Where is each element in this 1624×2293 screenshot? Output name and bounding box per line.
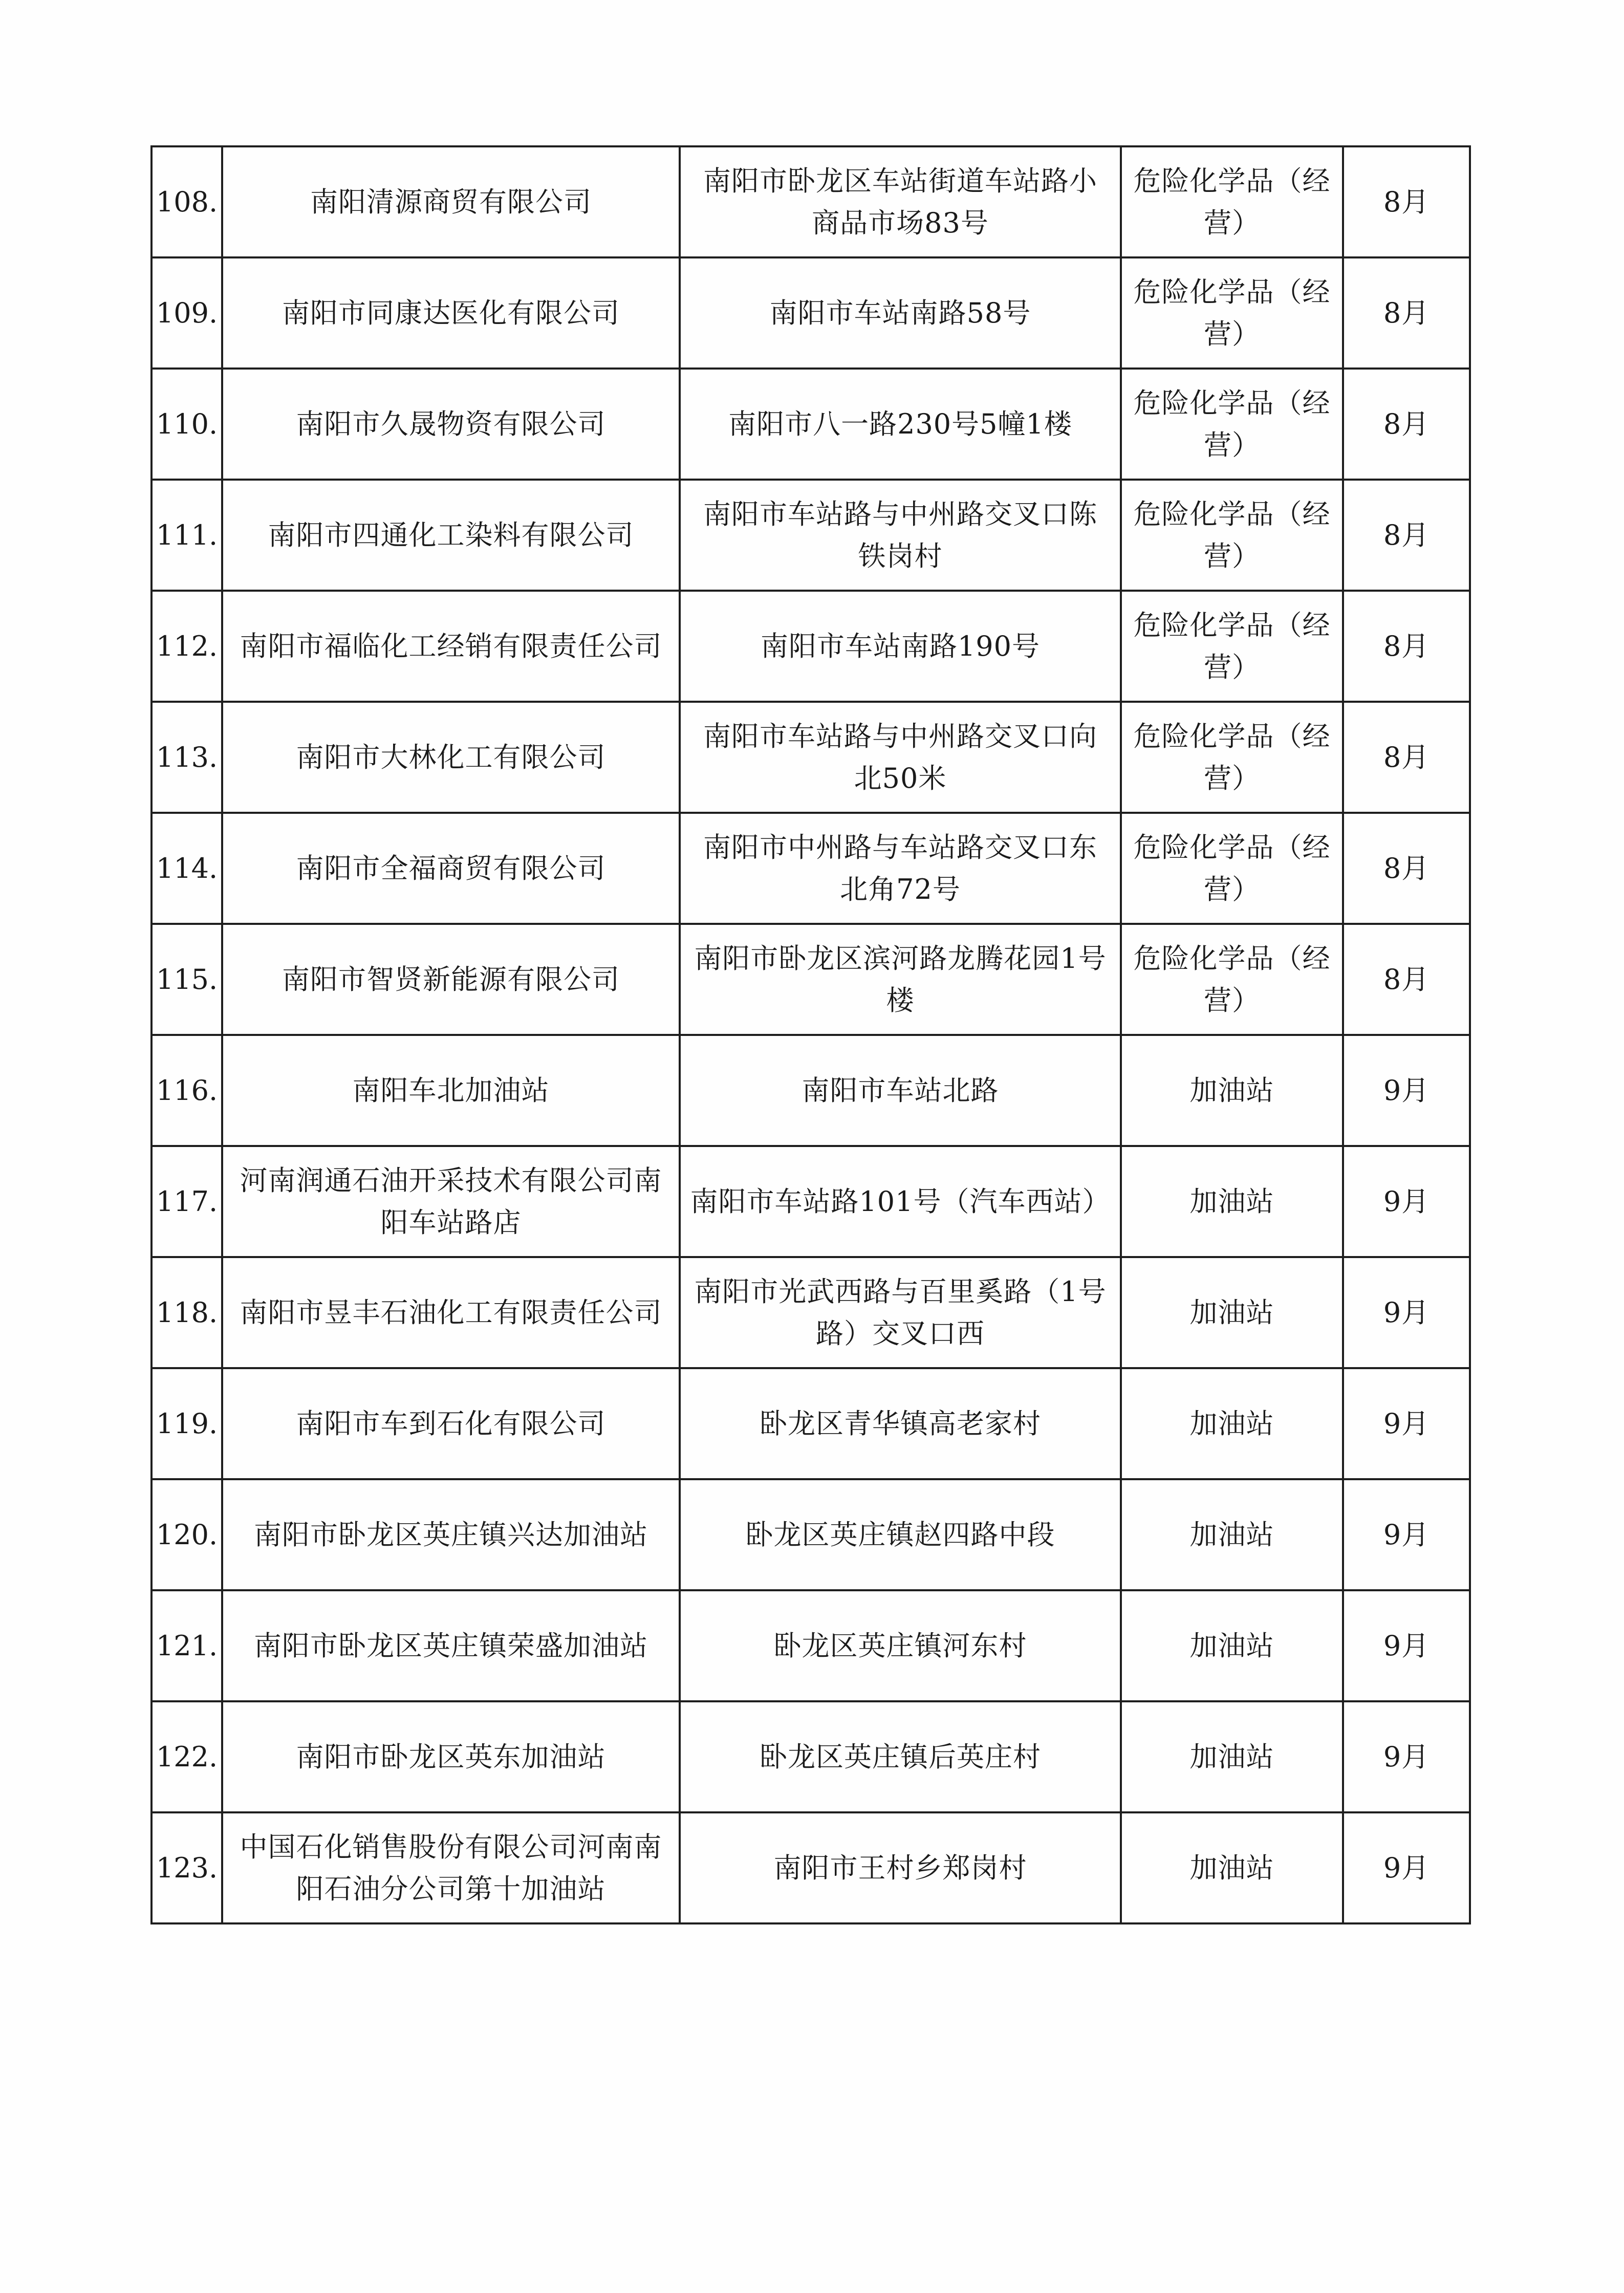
company-name: 南阳市卧龙区英庄镇荣盛加油站 <box>254 1629 648 1662</box>
business-type-cell <box>1121 1146 1343 1257</box>
inspection-month: 8月 <box>1383 963 1430 996</box>
row-number-cell <box>151 257 222 369</box>
company-name-cell <box>222 924 680 1035</box>
business-type: 危险化学品（经营） <box>1133 942 1331 1016</box>
business-type-cell <box>1121 1590 1343 1701</box>
company-name-cell <box>222 591 680 702</box>
row-number: 109. <box>156 296 218 329</box>
row-number-cell <box>151 1257 222 1368</box>
row-number: 123. <box>156 1851 218 1884</box>
row-number: 108. <box>156 185 218 218</box>
row-number: 112. <box>156 630 218 662</box>
business-type: 危险化学品（经营） <box>1133 609 1331 683</box>
business-type-cell <box>1121 813 1343 924</box>
business-type: 危险化学品（经营） <box>1133 275 1331 350</box>
row-number: 119. <box>156 1407 218 1440</box>
company-address-cell <box>680 369 1121 480</box>
company-address-cell <box>680 702 1121 813</box>
company-address: 南阳市中州路与车站路交叉口东北角72号 <box>703 831 1097 905</box>
table-row <box>151 1035 1470 1146</box>
business-type-cell <box>1121 702 1343 813</box>
inspection-month: 9月 <box>1383 1074 1430 1107</box>
business-type: 加油站 <box>1189 1296 1274 1329</box>
inspection-month-cell <box>1343 813 1470 924</box>
inspection-month: 8月 <box>1383 741 1430 773</box>
inspection-schedule-table <box>150 145 1471 1924</box>
table-row <box>151 257 1470 369</box>
inspection-month-cell <box>1343 1146 1470 1257</box>
company-name: 南阳市智贤新能源有限公司 <box>282 963 620 996</box>
table-row <box>151 1146 1470 1257</box>
row-number-cell <box>151 1812 222 1923</box>
row-number-cell <box>151 1590 222 1701</box>
company-address-cell <box>680 480 1121 591</box>
inspection-month-cell <box>1343 1368 1470 1479</box>
company-name: 南阳市昱丰石油化工有限责任公司 <box>240 1296 662 1329</box>
business-type: 加油站 <box>1189 1629 1274 1662</box>
table-row <box>151 1812 1470 1923</box>
company-name-cell <box>222 1035 680 1146</box>
company-address: 南阳市卧龙区车站街道车站路小商品市场83号 <box>703 164 1097 239</box>
company-name: 南阳车北加油站 <box>352 1074 550 1107</box>
company-address-cell <box>680 1701 1121 1812</box>
inspection-month-cell <box>1343 924 1470 1035</box>
company-address-cell <box>680 1368 1121 1479</box>
business-type: 加油站 <box>1189 1740 1274 1773</box>
inspection-month: 9月 <box>1383 1185 1430 1218</box>
company-name: 南阳清源商贸有限公司 <box>310 185 592 218</box>
inspection-month: 9月 <box>1383 1407 1430 1440</box>
table-row <box>151 1590 1470 1701</box>
table-row <box>151 480 1470 591</box>
table-row <box>151 1479 1470 1590</box>
row-number-cell <box>151 369 222 480</box>
business-type-cell <box>1121 480 1343 591</box>
company-address-cell <box>680 591 1121 702</box>
company-name: 河南润通石油开采技术有限公司南阳车站路店 <box>240 1164 662 1239</box>
company-name-cell <box>222 813 680 924</box>
inspection-month: 8月 <box>1383 630 1430 662</box>
row-number: 121. <box>156 1629 218 1662</box>
business-type-cell <box>1121 1035 1343 1146</box>
company-name-cell <box>222 480 680 591</box>
business-type-cell <box>1121 369 1343 480</box>
company-address: 南阳市车站南路190号 <box>760 630 1041 662</box>
business-type-cell <box>1121 146 1343 257</box>
company-address: 卧龙区英庄镇后英庄村 <box>760 1740 1041 1773</box>
company-address-cell <box>680 1479 1121 1590</box>
row-number-cell <box>151 1479 222 1590</box>
table-row <box>151 1701 1470 1812</box>
business-type-cell <box>1121 1257 1343 1368</box>
business-type: 加油站 <box>1189 1851 1274 1884</box>
company-name-cell <box>222 1590 680 1701</box>
company-name-cell <box>222 1146 680 1257</box>
table-row <box>151 1257 1470 1368</box>
company-address: 南阳市光武西路与百里奚路（1号路）交叉口西 <box>694 1275 1107 1350</box>
row-number-cell <box>151 702 222 813</box>
inspection-month: 9月 <box>1383 1296 1430 1329</box>
business-type-cell <box>1121 1701 1343 1812</box>
company-address: 卧龙区英庄镇赵四路中段 <box>745 1518 1055 1551</box>
company-name-cell <box>222 702 680 813</box>
row-number-cell <box>151 1035 222 1146</box>
company-address: 南阳市车站路与中州路交叉口陈铁岗村 <box>703 497 1097 572</box>
business-type-cell <box>1121 257 1343 369</box>
company-name: 南阳市大林化工有限公司 <box>296 741 606 773</box>
company-address-cell <box>680 1146 1121 1257</box>
table-row <box>151 1368 1470 1479</box>
company-address-cell <box>680 1590 1121 1701</box>
company-address: 南阳市车站路与中州路交叉口向北50米 <box>703 720 1097 794</box>
inspection-month: 8月 <box>1383 407 1430 440</box>
inspection-month: 9月 <box>1383 1629 1430 1662</box>
company-address: 南阳市卧龙区滨河路龙腾花园1号楼 <box>694 942 1107 1016</box>
row-number-cell <box>151 1146 222 1257</box>
inspection-month: 8月 <box>1383 852 1430 884</box>
table-row <box>151 369 1470 480</box>
company-address: 卧龙区青华镇高老家村 <box>760 1407 1041 1440</box>
inspection-month-cell <box>1343 257 1470 369</box>
business-type-cell <box>1121 924 1343 1035</box>
business-type-cell <box>1121 591 1343 702</box>
row-number: 122. <box>156 1740 218 1773</box>
row-number-cell <box>151 1368 222 1479</box>
row-number-cell <box>151 591 222 702</box>
company-address-cell <box>680 1035 1121 1146</box>
business-type-cell <box>1121 1479 1343 1590</box>
business-type: 危险化学品（经营） <box>1133 720 1331 794</box>
company-name: 南阳市卧龙区英庄镇兴达加油站 <box>254 1518 648 1551</box>
business-type: 加油站 <box>1189 1074 1274 1107</box>
company-name-cell <box>222 1701 680 1812</box>
row-number-cell <box>151 924 222 1035</box>
company-name: 南阳市卧龙区英东加油站 <box>296 1740 606 1773</box>
company-name: 南阳市福临化工经销有限责任公司 <box>240 630 662 662</box>
inspection-month-cell <box>1343 146 1470 257</box>
company-name-cell <box>222 369 680 480</box>
business-type-cell <box>1121 1812 1343 1923</box>
row-number: 117. <box>156 1185 218 1218</box>
business-type: 加油站 <box>1189 1518 1274 1551</box>
table-row <box>151 813 1470 924</box>
inspection-month-cell <box>1343 1257 1470 1368</box>
inspection-month: 8月 <box>1383 185 1430 218</box>
company-name: 南阳市同康达医化有限公司 <box>282 296 620 329</box>
row-number: 111. <box>156 518 218 551</box>
company-address: 南阳市八一路230号5幢1楼 <box>728 407 1072 440</box>
row-number: 120. <box>156 1518 218 1551</box>
inspection-month-cell <box>1343 591 1470 702</box>
company-address: 南阳市车站北路 <box>802 1074 999 1107</box>
business-type: 加油站 <box>1189 1185 1274 1218</box>
company-address-cell <box>680 146 1121 257</box>
table-row <box>151 702 1470 813</box>
company-name-cell <box>222 257 680 369</box>
inspection-month: 8月 <box>1383 296 1430 329</box>
row-number-cell <box>151 1701 222 1812</box>
company-name-cell <box>222 1812 680 1923</box>
company-name-cell <box>222 146 680 257</box>
company-name-cell <box>222 1368 680 1479</box>
company-address: 南阳市车站路101号（汽车西站） <box>690 1185 1111 1218</box>
company-address-cell <box>680 1257 1121 1368</box>
company-name: 南阳市车到石化有限公司 <box>296 1407 606 1440</box>
company-name-cell <box>222 1479 680 1590</box>
row-number: 113. <box>156 741 218 773</box>
company-address-cell <box>680 813 1121 924</box>
company-name: 南阳市四通化工染料有限公司 <box>268 518 634 551</box>
business-type: 危险化学品（经营） <box>1133 831 1331 905</box>
row-number: 115. <box>156 963 218 996</box>
company-address: 卧龙区英庄镇河东村 <box>773 1629 1027 1662</box>
company-address: 南阳市王村乡郑岗村 <box>773 1851 1027 1884</box>
inspection-month-cell <box>1343 1035 1470 1146</box>
inspection-month-cell <box>1343 369 1470 480</box>
company-name: 中国石化销售股份有限公司河南南阳石油分公司第十加油站 <box>240 1830 662 1905</box>
company-address-cell <box>680 257 1121 369</box>
inspection-month-cell <box>1343 1701 1470 1812</box>
company-address: 南阳市车站南路58号 <box>769 296 1031 329</box>
company-address-cell <box>680 924 1121 1035</box>
inspection-month-cell <box>1343 702 1470 813</box>
row-number: 114. <box>156 852 218 884</box>
inspection-month-cell <box>1343 1479 1470 1590</box>
row-number-cell <box>151 480 222 591</box>
inspection-month: 9月 <box>1383 1740 1430 1773</box>
inspection-month: 9月 <box>1383 1518 1430 1551</box>
inspection-month-cell <box>1343 1812 1470 1923</box>
company-address-cell <box>680 1812 1121 1923</box>
company-name-cell <box>222 1257 680 1368</box>
row-number: 118. <box>156 1296 218 1329</box>
row-number: 110. <box>156 407 218 440</box>
row-number-cell <box>151 813 222 924</box>
business-type-cell <box>1121 1368 1343 1479</box>
table-row <box>151 924 1470 1035</box>
company-name: 南阳市全福商贸有限公司 <box>296 852 606 884</box>
row-number-cell <box>151 146 222 257</box>
table-body <box>151 146 1470 1923</box>
table-row <box>151 146 1470 257</box>
inspection-month: 8月 <box>1383 518 1430 551</box>
business-type: 加油站 <box>1189 1407 1274 1440</box>
company-name: 南阳市久晟物资有限公司 <box>296 407 606 440</box>
row-number: 116. <box>156 1074 218 1107</box>
business-type: 危险化学品（经营） <box>1133 386 1331 461</box>
inspection-month: 9月 <box>1383 1851 1430 1884</box>
table-row <box>151 591 1470 702</box>
inspection-month-cell <box>1343 480 1470 591</box>
inspection-month-cell <box>1343 1590 1470 1701</box>
business-type: 危险化学品（经营） <box>1133 164 1331 239</box>
business-type: 危险化学品（经营） <box>1133 497 1331 572</box>
